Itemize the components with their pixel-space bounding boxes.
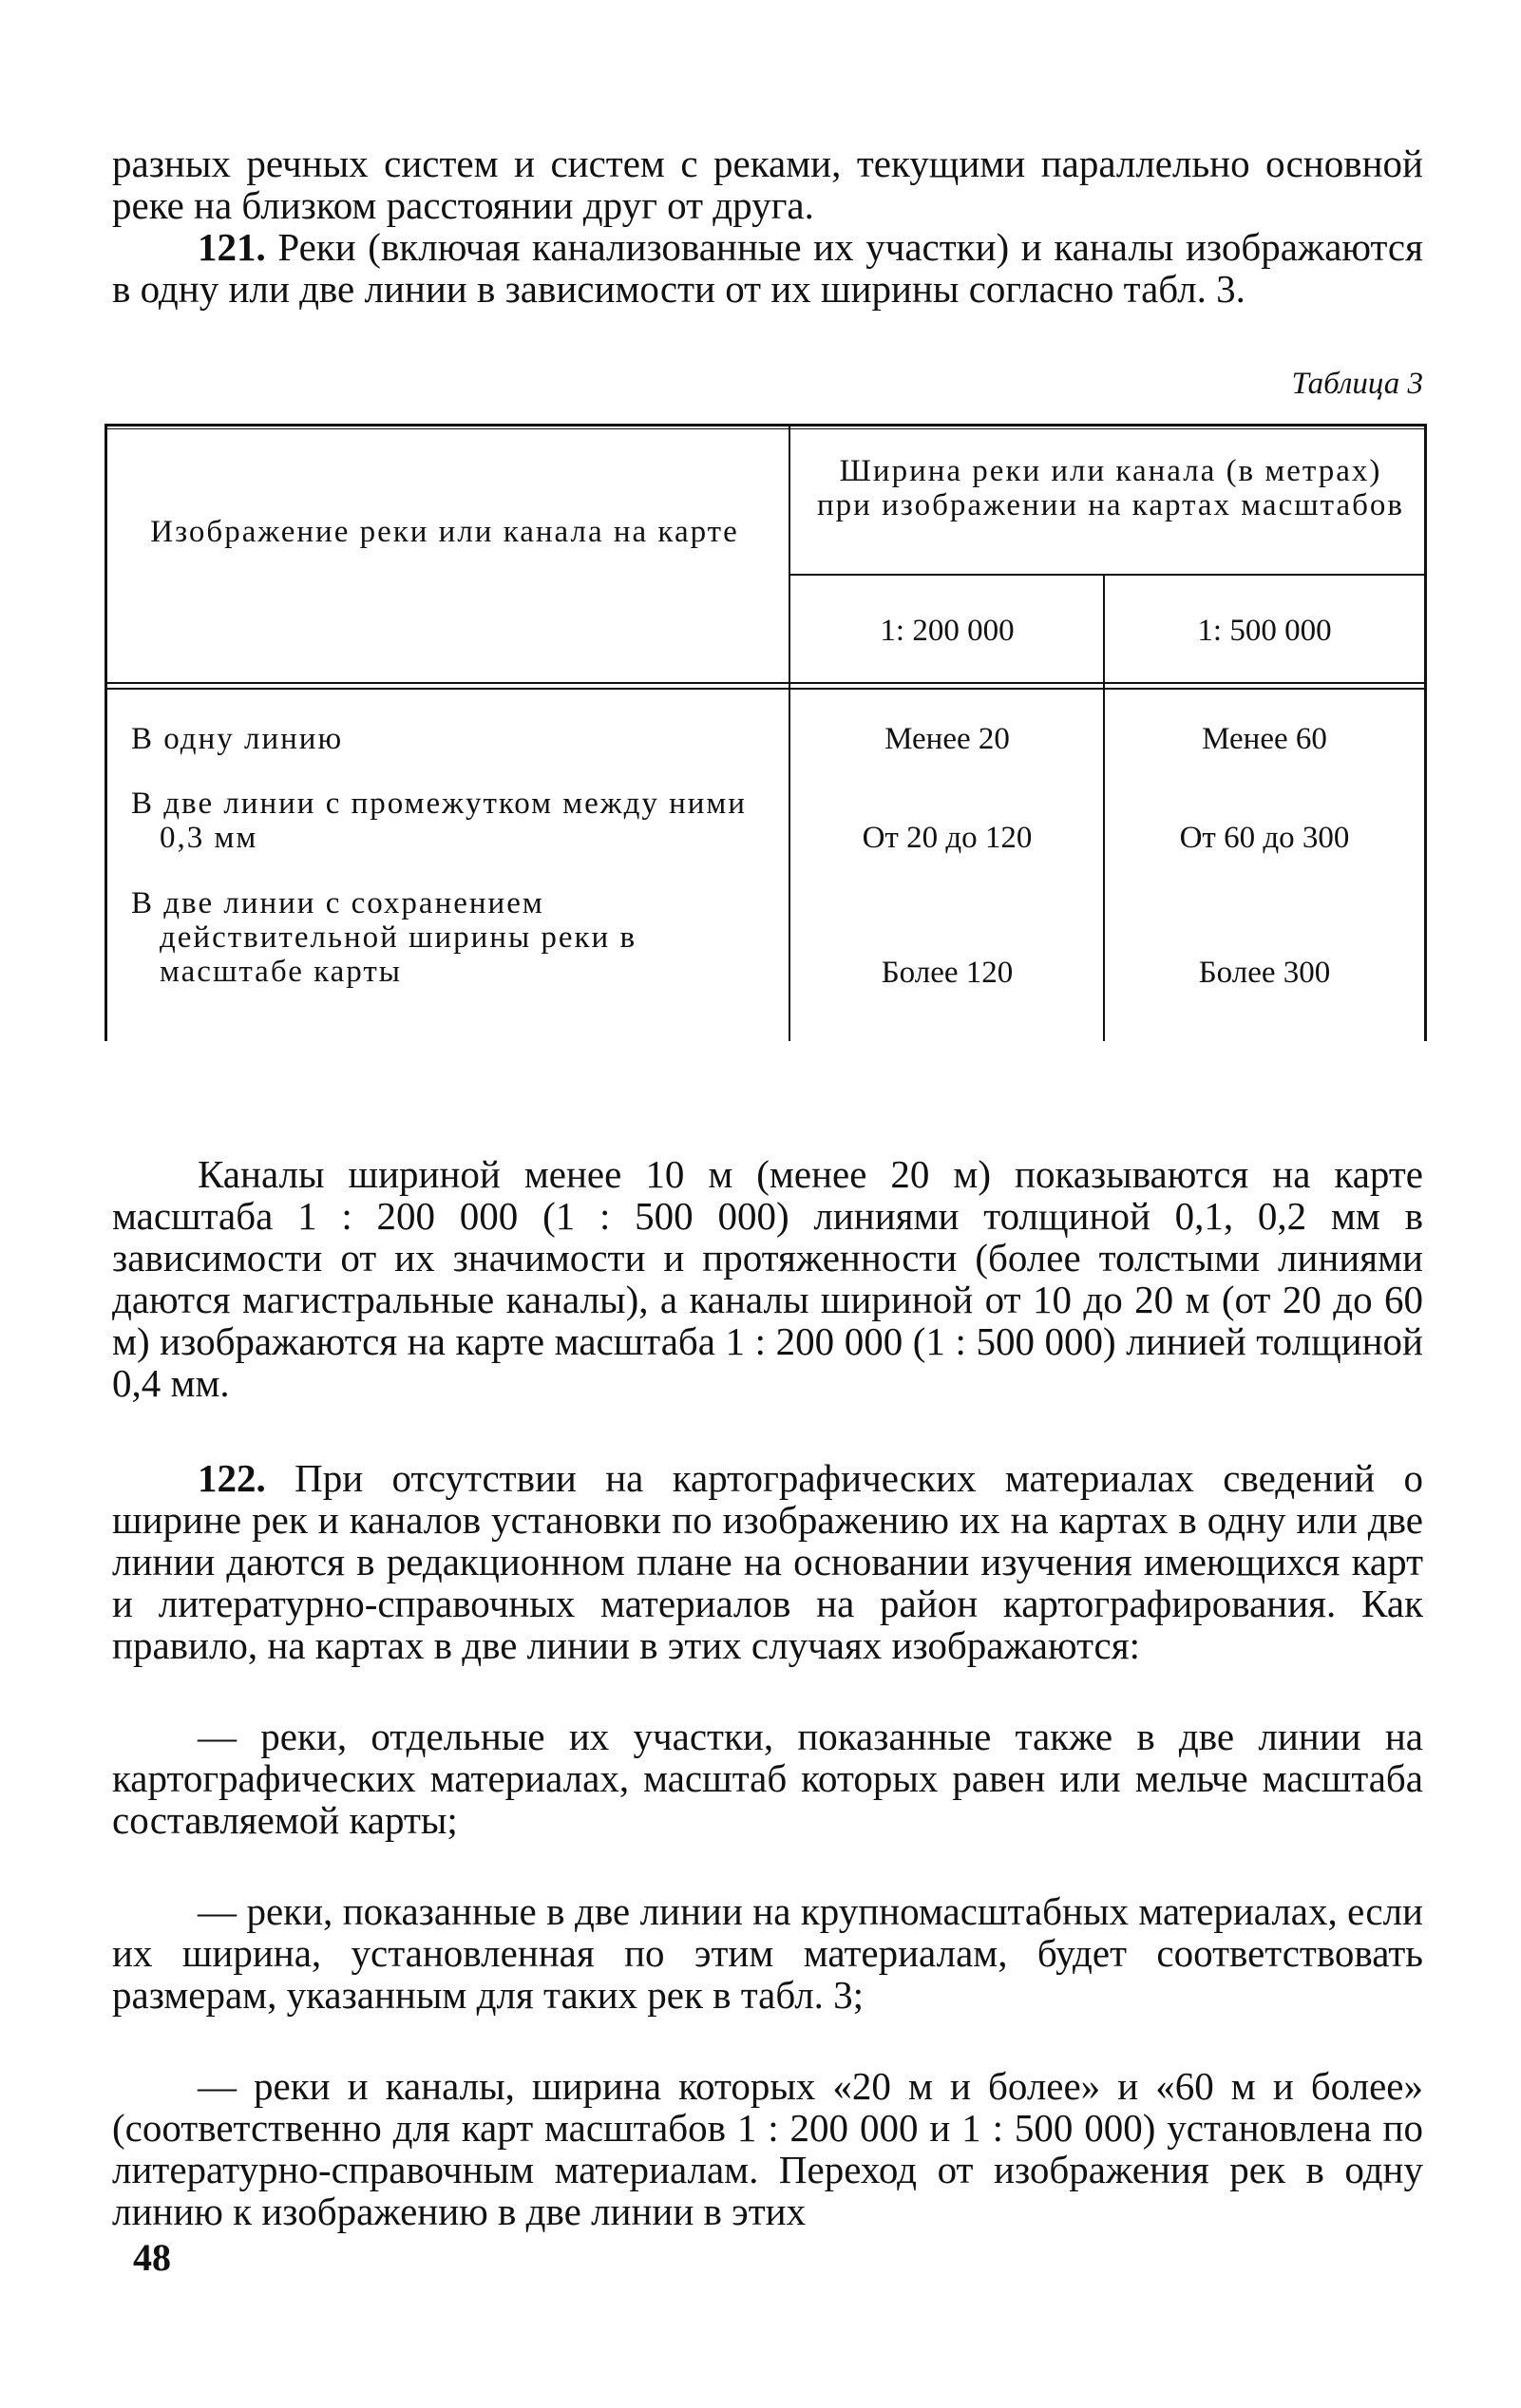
page-content [112, 142, 1423, 2232]
row-2-value-2: От 60 до 300 [1179, 821, 1350, 855]
row-3-label: В две линии с сохранением действительной ширины реки в масштабе карты [131, 886, 637, 989]
dash-item-1: — реки, отдельные их участки, показанные также в две линии на картографических материалах, масштаб которых равен или мельче масштаба составляемой карты; [112, 1715, 1423, 1842]
row-1-value-2: Менее 60 [1202, 722, 1327, 756]
table-header-split-rule [790, 574, 1425, 576]
header-scale-1: 1: 200 000 [880, 614, 1015, 648]
header-left: Изображение реки или канала на карте [150, 515, 739, 549]
table-top-rule-thin [105, 428, 1427, 429]
page-number: 48 [133, 2236, 171, 2279]
table-header-rule-2 [105, 688, 1427, 690]
row-1-label: В одну линию [131, 722, 344, 756]
paragraph-121-number: 121. [198, 225, 266, 269]
row-2-value-1: От 20 до 120 [862, 821, 1033, 855]
row-2-label: В две линии с промежутком между ними 0,3 мм [131, 787, 747, 855]
table-column-divider-2 [1103, 576, 1105, 1041]
paragraph-122-number: 122. [198, 1456, 266, 1500]
row-3-value-2: Более 300 [1198, 956, 1331, 990]
table-column-divider-1 [789, 424, 790, 1041]
dash-item-3: — реки и каналы, ширина которых «20 м и более» и «60 м и более» (соответственно для карт масштабов 1 : 200 000 и 1 : 500 000) установлена по литературно-справочным материалам. Переход от изображения рек в одну линию к изображению в две линии в этих [112, 2064, 1423, 2233]
paragraph-122-text: При отсутствии на картографических материалах сведений о ширине рек и каналов установки по изображению их на картах в одну или две линии даются в редакционном плане на основании изучения имеющихся карт и литературно-справочных материалов на район картографирования. Как правило, на картах в две линии в этих случаях изображаются: [112, 1456, 1423, 1667]
row-1-value-1: Менее 20 [884, 722, 1010, 756]
header-scale-2: 1: 500 000 [1197, 614, 1332, 648]
table-left-border [105, 424, 107, 1041]
table-top-rule [105, 424, 1427, 427]
paragraph-121-text: Реки (включая канализованные их участки) и каналы изображаются в одну или две линии в зависимости от их ширины согласно табл. 3. [112, 225, 1423, 311]
table-caption: Таблица 3 [1291, 367, 1423, 401]
paragraph-121 [112, 226, 1423, 310]
table-header-rule-1 [105, 682, 1427, 684]
header-right: Ширина реки или канала (в метрах) при изображении на картах масштабов [817, 454, 1404, 522]
paragraph-122 [112, 1457, 1423, 1666]
channels-paragraph: Каналы шириной менее 10 м (менее 20 м) показываются на карте масштаба 1 : 200 000 (1 : 500 000) линиями толщиной 0,1, 0,2 мм в зависимости от их значимости и протяженности (более толстыми линиями даются магистральные каналы), а каналы шириной от 10 до 20 м (от 20 до 60 м) изображаются на карте масштаба 1 : 200 000 (1 : 500 000) линией толщиной 0,4 мм. [112, 1152, 1423, 1405]
dash-item-2: — реки, показанные в две линии на крупномасштабных материалах, если их ширина, установленная по этим материалам, будет соответствовать размерам, указанным для таких рек в табл. 3; [112, 1889, 1423, 2017]
intro-paragraph: разных речных систем и систем с реками, текущими параллельно основной реке на близком расстоянии друг от друга. [112, 142, 1423, 227]
row-3-value-1: Более 120 [881, 956, 1014, 990]
table-3 [112, 424, 1423, 1041]
table-right-border [1424, 424, 1427, 1041]
